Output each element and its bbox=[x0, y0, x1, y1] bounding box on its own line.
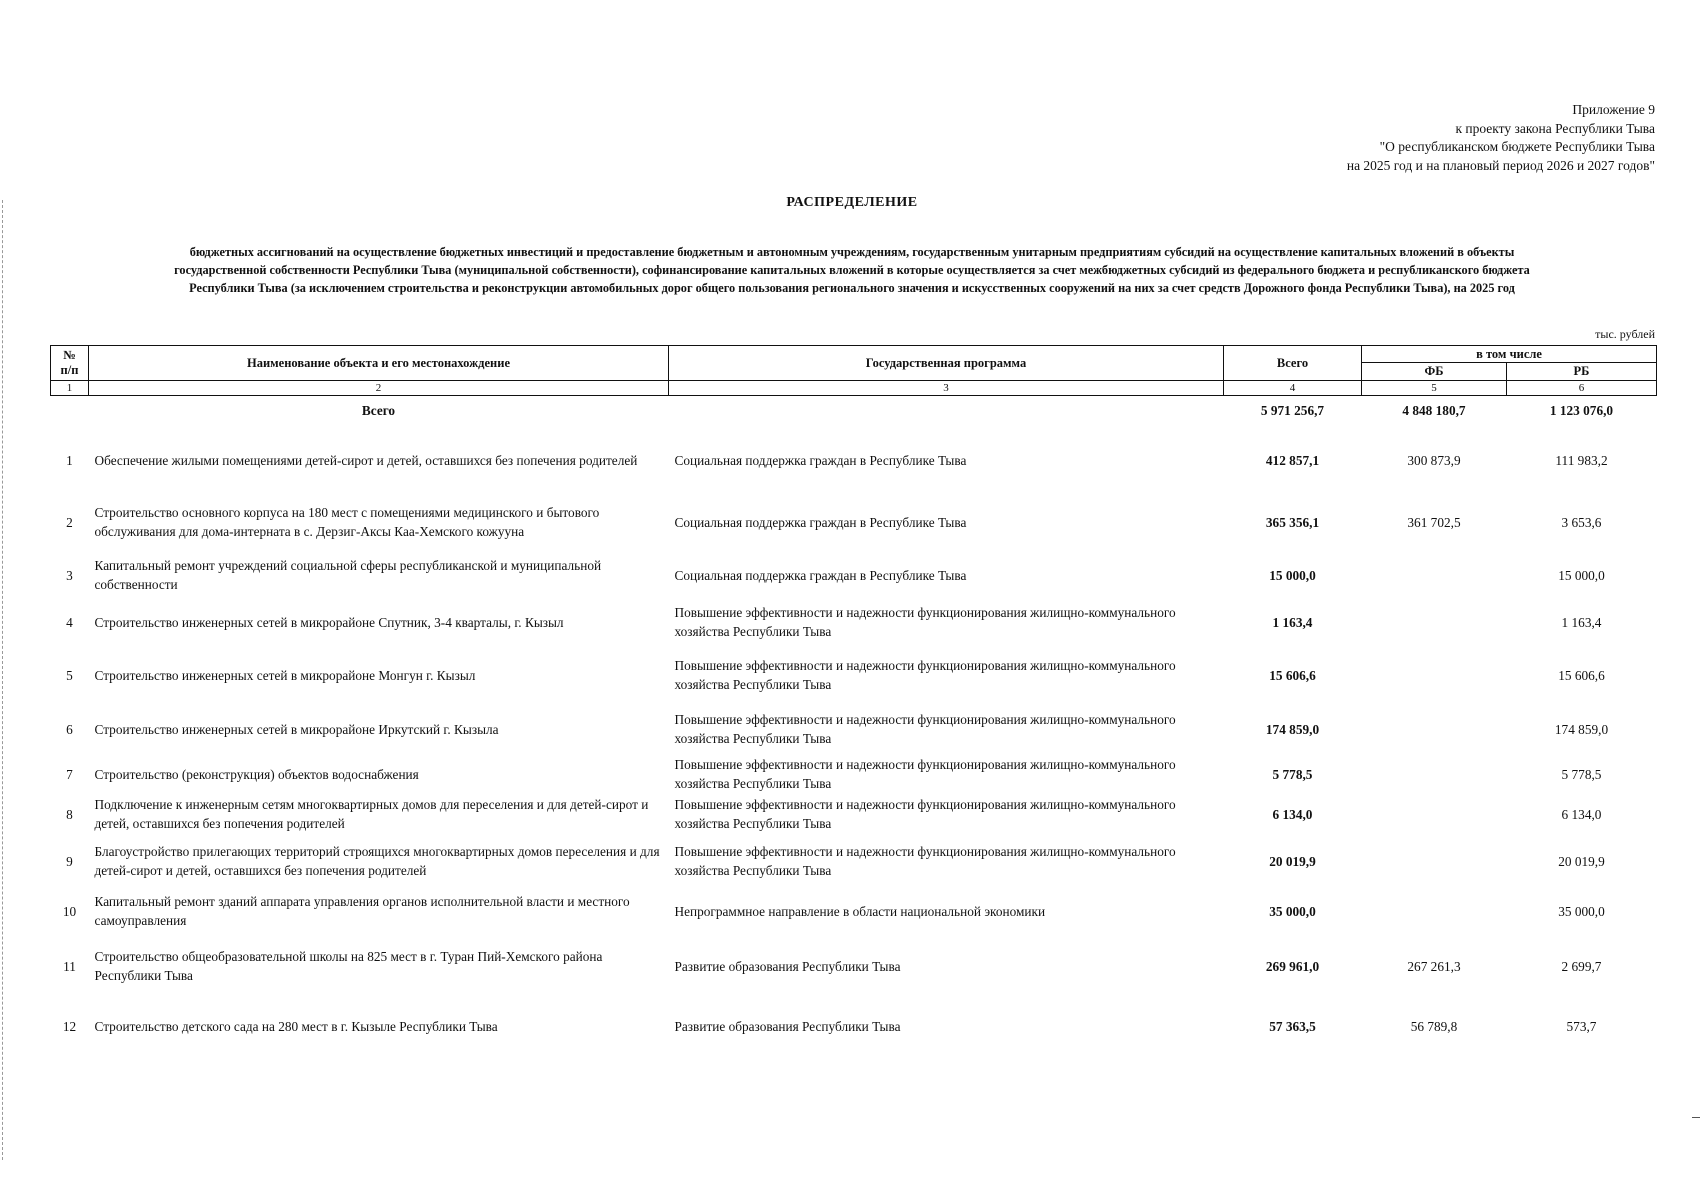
table-row bbox=[51, 793, 1657, 835]
program-name: Повышение эффективности и надежности функционирования жилищно-коммунального хозяйства Республики Тыва bbox=[674, 658, 1176, 692]
document-title: РАСПРЕДЕЛЕНИЕ bbox=[786, 195, 918, 210]
row-rb: 6 134,0 bbox=[1561, 806, 1602, 822]
row-num: 1 bbox=[66, 452, 73, 468]
row-rb: 1 163,4 bbox=[1561, 614, 1602, 630]
row-rb: 35 000,0 bbox=[1558, 903, 1605, 919]
row-fb bbox=[1362, 553, 1507, 597]
row-num: 7 bbox=[66, 766, 73, 782]
row-total: 15 606,6 bbox=[1269, 667, 1316, 683]
program-name: Повышение эффективности и надежности функционирования жилищно-коммунального хозяйства Республики Тыва bbox=[674, 757, 1176, 791]
program-name: Социальная поддержка граждан в Республике Тыва bbox=[674, 452, 967, 468]
header-name: Наименование объекта и его местонахождение bbox=[89, 346, 669, 381]
row-rb: 111 983,2 bbox=[1555, 452, 1608, 468]
row-total: 20 019,9 bbox=[1269, 853, 1316, 869]
total-num bbox=[51, 396, 89, 430]
scan-margin-line bbox=[2, 200, 4, 1160]
row-fb bbox=[1362, 755, 1507, 793]
row-fb bbox=[1362, 887, 1507, 935]
row-num: 5 bbox=[66, 667, 73, 683]
row-fb: 361 702,5 bbox=[1407, 514, 1461, 530]
program-name: Непрограммное направление в области национальной экономики bbox=[674, 903, 1046, 919]
object-name: Подключение к инженерным сетям многоквартирных домов для переселения и для детей-сирот и детей, оставшихся без попечения родителей bbox=[94, 797, 649, 831]
object-name: Строительство детского сада на 280 мест в г. Кызыле Республики Тыва bbox=[94, 1018, 498, 1034]
appendix-header bbox=[1347, 101, 1655, 175]
header-num: № п/п bbox=[51, 346, 89, 381]
row-fb bbox=[1362, 793, 1507, 835]
table-row bbox=[51, 597, 1657, 647]
row-total: 174 859,0 bbox=[1265, 721, 1320, 737]
program-name: Социальная поддержка граждан в Республике Тыва bbox=[674, 567, 967, 583]
appendix-line: "О республиканском бюджете Республики Тыва bbox=[1379, 139, 1655, 154]
program-name: Повышение эффективности и надежности функционирования жилищно-коммунального хозяйства Республики Тыва bbox=[674, 844, 1176, 878]
program-name: Повышение эффективности и надежности функционирования жилищно-коммунального хозяйства Республики Тыва bbox=[674, 712, 1176, 746]
row-total: 269 961,0 bbox=[1265, 958, 1320, 974]
document-subtitle bbox=[52, 243, 1652, 297]
table-row bbox=[51, 491, 1657, 553]
row-num: 6 bbox=[66, 721, 73, 737]
appendix-line: к проекту закона Республики Тыва bbox=[1455, 120, 1655, 136]
subtitle-line: бюджетных ассигнований на осуществление бюджетных инвестиций и предоставление бюджетным и автономным учреждениям, государственным унитарным предприятиям субсидий на осуществление капитальных вложений в объекты bbox=[189, 245, 1515, 259]
row-rb: 5 778,5 bbox=[1561, 766, 1602, 782]
row-rb: 20 019,9 bbox=[1558, 853, 1605, 869]
row-fb bbox=[1362, 835, 1507, 887]
total-sum: 5 971 256,7 bbox=[1260, 403, 1325, 418]
table-row bbox=[51, 887, 1657, 935]
row-num: 12 bbox=[62, 1018, 77, 1034]
scan-margin-tick bbox=[1692, 1117, 1700, 1118]
total-fb: 4 848 180,7 bbox=[1402, 403, 1466, 418]
row-rb: 573,7 bbox=[1566, 1018, 1597, 1034]
table-row bbox=[51, 997, 1657, 1055]
col-number: 2 bbox=[89, 381, 669, 396]
program-name: Развитие образования Республики Тыва bbox=[674, 958, 901, 974]
total-row bbox=[51, 396, 1657, 430]
header-rb: РБ bbox=[1507, 363, 1657, 381]
object-name: Строительство общеобразовательной школы на 825 мест в г. Туран Пий-Хемского района Республики Тыва bbox=[94, 949, 603, 983]
row-rb: 15 000,0 bbox=[1558, 567, 1605, 583]
row-num: 2 bbox=[66, 514, 73, 530]
total-label: Всего bbox=[361, 403, 396, 418]
col-number: 6 bbox=[1507, 381, 1657, 396]
table-row bbox=[51, 755, 1657, 793]
table-row bbox=[51, 429, 1657, 491]
row-fb bbox=[1362, 597, 1507, 647]
row-fb: 300 873,9 bbox=[1407, 452, 1461, 468]
program-name: Повышение эффективности и надежности функционирования жилищно-коммунального хозяйства Республики Тыва bbox=[674, 605, 1176, 639]
object-name: Строительство инженерных сетей в микрорайоне Иркутский г. Кызыла bbox=[94, 721, 499, 737]
object-name: Обеспечение жилыми помещениями детей-сирот и детей, оставшихся без попечения родителей bbox=[94, 452, 638, 468]
program-name: Социальная поддержка граждан в Республике Тыва bbox=[674, 514, 967, 530]
row-total: 57 363,5 bbox=[1269, 1018, 1316, 1034]
row-rb: 15 606,6 bbox=[1558, 667, 1605, 683]
row-fb bbox=[1362, 703, 1507, 755]
table-row bbox=[51, 553, 1657, 597]
row-total: 15 000,0 bbox=[1269, 567, 1316, 583]
table-row bbox=[51, 935, 1657, 997]
object-name: Строительство инженерных сетей в микрорайоне Монгун г. Кызыл bbox=[94, 667, 476, 683]
row-num: 4 bbox=[66, 614, 73, 630]
row-num: 9 bbox=[66, 853, 73, 869]
appendix-line: на 2025 год и на плановый период 2026 и 2027 годов" bbox=[1346, 157, 1655, 173]
row-fb: 267 261,3 bbox=[1407, 958, 1461, 974]
subtitle-line: Республики Тыва (за исключением строительства и реконструкции автомобильных дорог общего пользования регионального значения и искусственных сооружений на них за счет средств Дорожного фонда Республики Тыва), на 2025 год bbox=[189, 281, 1515, 295]
col-number: 1 bbox=[51, 381, 89, 396]
row-num: 11 bbox=[63, 958, 76, 974]
appendix-line: Приложение 9 bbox=[1572, 102, 1655, 117]
allocation-table bbox=[50, 345, 1657, 1055]
row-rb: 3 653,6 bbox=[1561, 514, 1602, 530]
header-program: Государственная программа bbox=[669, 346, 1224, 381]
object-name: Строительство инженерных сетей в микрорайоне Спутник, 3-4 кварталы, г. Кызыл bbox=[94, 614, 564, 630]
row-fb bbox=[1362, 647, 1507, 703]
program-name: Развитие образования Республики Тыва bbox=[674, 1018, 901, 1034]
object-name: Строительство (реконструкция) объектов водоснабжения bbox=[94, 766, 419, 782]
object-name: Благоустройство прилегающих территорий строящихся многоквартирных домов переселения и для детей-сирот и детей, оставшихся без попечения родителей bbox=[94, 844, 660, 878]
col-number: 5 bbox=[1362, 381, 1507, 396]
row-rb: 174 859,0 bbox=[1554, 721, 1609, 737]
row-total: 6 134,0 bbox=[1272, 806, 1313, 822]
subtitle-line: государственной собственности Республики Тыва (муниципальной собственности), софинансирование капитальных вложений в которые осуществляется за счет межбюджетных субсидий из федерального бюджета и республиканского бюджета bbox=[174, 263, 1530, 277]
row-fb: 56 789,8 bbox=[1410, 1018, 1458, 1034]
object-name: Капитальный ремонт зданий аппарата управления органов исполнительной власти и местного самоуправления bbox=[94, 894, 630, 928]
col-number: 4 bbox=[1224, 381, 1362, 396]
row-num: 8 bbox=[66, 806, 73, 822]
row-num: 3 bbox=[66, 567, 73, 583]
col-number: 3 bbox=[669, 381, 1224, 396]
object-name: Капитальный ремонт учреждений социальной сферы республиканской и муниципальной собственности bbox=[94, 558, 602, 592]
row-total: 412 857,1 bbox=[1265, 452, 1320, 468]
program-name: Повышение эффективности и надежности функционирования жилищно-коммунального хозяйства Республики Тыва bbox=[674, 797, 1176, 831]
row-total: 5 778,5 bbox=[1272, 766, 1313, 782]
table-row bbox=[51, 835, 1657, 887]
row-rb: 2 699,7 bbox=[1561, 958, 1602, 974]
header-including: в том числе bbox=[1362, 346, 1657, 363]
row-total: 1 163,4 bbox=[1272, 614, 1313, 630]
units-label: тыс. рублей bbox=[1595, 327, 1655, 341]
row-num: 10 bbox=[62, 903, 77, 919]
table-row bbox=[51, 647, 1657, 703]
row-total: 35 000,0 bbox=[1269, 903, 1316, 919]
header-fb: ФБ bbox=[1362, 363, 1507, 381]
row-total: 365 356,1 bbox=[1265, 514, 1320, 530]
total-program bbox=[669, 396, 1224, 430]
header-total: Всего bbox=[1224, 346, 1362, 381]
table-row bbox=[51, 703, 1657, 755]
total-rb: 1 123 076,0 bbox=[1549, 403, 1614, 418]
object-name: Строительство основного корпуса на 180 мест с помещениями медицинского и бытового обслуживания для дома-интерната в с. Дерзиг-Аксы Каа-Хемского кожууна bbox=[94, 505, 600, 539]
